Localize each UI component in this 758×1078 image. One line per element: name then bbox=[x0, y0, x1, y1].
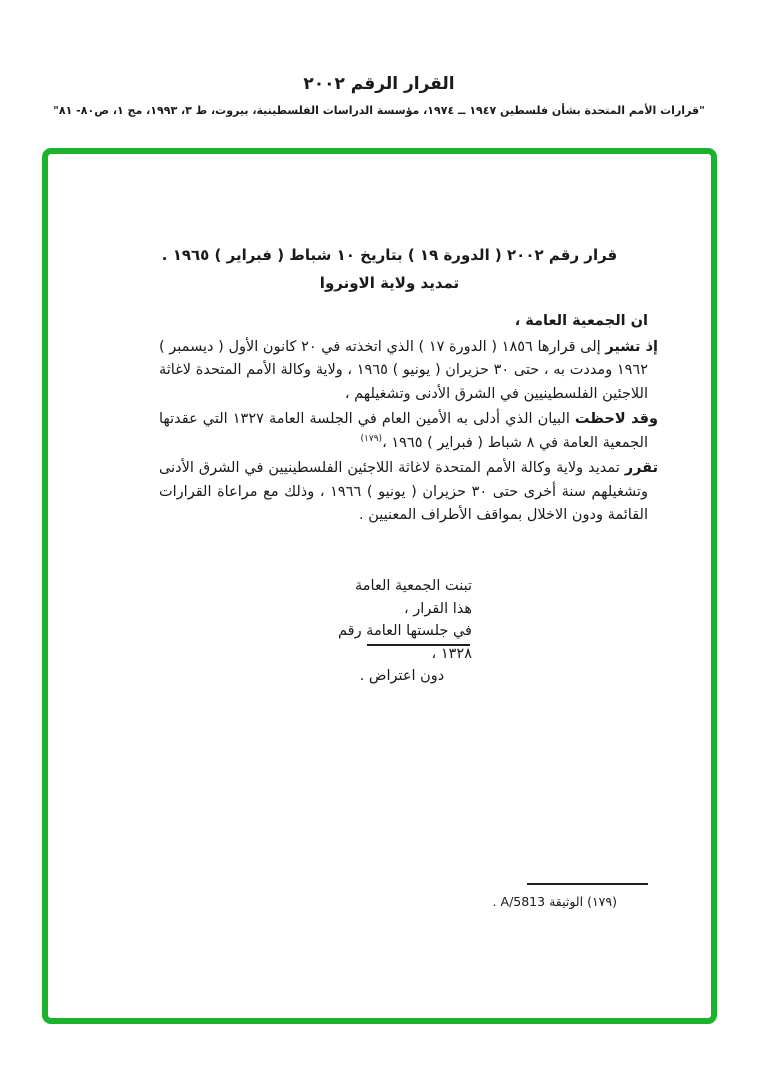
paragraph-decides-lead: تقرر bbox=[624, 460, 659, 476]
footnote-label: (١٧٩) الوثيقة bbox=[549, 894, 617, 909]
footnote-rule bbox=[527, 883, 648, 885]
footnote bbox=[493, 894, 617, 909]
footnote-suffix: . bbox=[492, 894, 497, 909]
adoption-line-2: في جلستها العامة رقم ١٣٢٨ ، bbox=[337, 623, 472, 662]
resolution-subheading: تمديد ولاية الاونروا bbox=[319, 274, 460, 292]
paragraph-decides-text: تمديد ولاية وكالة الأمم المتحدة لاغاثة اللاجئين الفلسطينيين في الشرق الأدنى وتشغيلهم سنة أخرى حتى ٣٠ حزيران ( يونيو ) ١٩٦٦ ، وذلك مع مراعاة القرارات القائمة ودون الاخلال بمواقف الأطراف المعنيين . bbox=[159, 460, 649, 523]
paragraph-recall bbox=[159, 336, 658, 407]
adoption-line-1: تبنت الجمعية العامة هذا القرار ، bbox=[355, 578, 472, 617]
page-title: القرار الرقم ٢٠٠٢ bbox=[303, 74, 455, 94]
resolution-heading: قرار رقم ٢٠٠٢ ( الدورة ١٩ ) بتاريخ ١٠ شباط ( فبراير ) ١٩٦٥ . bbox=[161, 246, 618, 264]
paragraph-noting-text: البيان الذي أدلى به الأمين العام في الجلسة العامة ١٣٢٧ التي عقدتها الجمعية العامة في ٨ شباط ( فبراير ) ١٩٦٥ ، bbox=[159, 411, 648, 451]
paragraph-noting bbox=[159, 408, 658, 455]
source-citation: "قرارات الأمم المتحدة بشأن فلسطين ١٩٤٧ ــ ١٩٧٤، مؤسسة الدراسات الفلسطينية، بيروت، ط ٣، ١٩٩٣، مج ١، ص٨٠- ٨١" bbox=[53, 104, 705, 117]
adoption-block bbox=[332, 575, 472, 688]
paragraph-recall-lead: إذ تشير bbox=[605, 338, 658, 355]
green-frame bbox=[42, 148, 717, 1024]
closing-rule bbox=[367, 644, 470, 646]
paragraph-decides bbox=[159, 457, 659, 528]
paragraph-recall-text: إلى قرارها ١٨٥٦ ( الدورة ١٧ ) الذي اتخذته في ٢٠ كانون الأول ( ديسمبر ) ١٩٦٢ ومددت به ، حتى ٣٠ حزيران ( يونيو ) ١٩٦٥ ، ولاية وكالة الأمم المتحدة لاغاثة اللاجئين الفلسطينيين في الشرق الأدنى وتشغيلهم ، bbox=[159, 338, 649, 402]
opening-line: ان الجمعية العامة ، bbox=[514, 313, 648, 329]
footnote-reference: (١٧٩) bbox=[360, 433, 383, 444]
resolution-body bbox=[159, 310, 659, 528]
footnote-doc-ref: A/5813 bbox=[500, 894, 546, 909]
adoption-line-3: دون اعتراض . bbox=[359, 668, 445, 684]
paragraph-noting-lead: وقد لاحظت bbox=[574, 411, 658, 427]
